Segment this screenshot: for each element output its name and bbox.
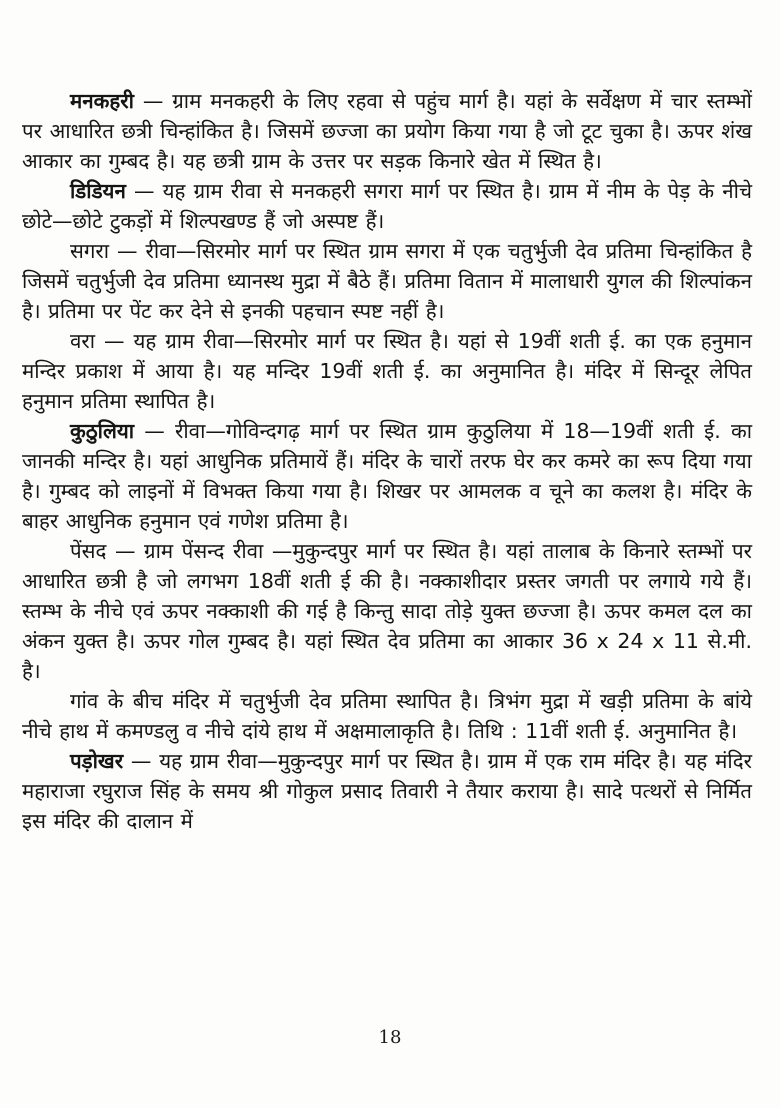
- paragraph-lead: वरा: [70, 329, 96, 353]
- paragraph: [22, 86, 752, 176]
- paragraph: [22, 176, 752, 236]
- paragraph-body: — यह ग्राम रीवा—सिरमोर मार्ग पर स्थित है। यहां से 19वीं शती ई. का एक हनुमान मन्दिर प्रकाश में आया है। यह मन्दिर 19वीं शती ई. का अनुमानित है। मंदिर में सिन्दूर लेपित हनुमान प्रतिमा स्थापित है।: [22, 329, 752, 413]
- paragraph-lead: मनकहरी: [70, 89, 134, 113]
- paragraph: [22, 686, 752, 746]
- paragraph-body: गांव के बीच मंदिर में चतुर्भुजी देव प्रतिमा स्थापित है। त्रिभंग मुद्रा में खड़ी प्रतिमा के बांये नीचे हाथ में कमण्डलु व नीचे दांये हाथ में अक्षमालाकृति है। तिथि : 11वीं शती ई. अनुमानित है।: [22, 689, 752, 743]
- paragraph: [22, 746, 752, 836]
- paragraph-lead: सगरा: [70, 239, 110, 263]
- paragraph: [22, 536, 752, 686]
- paragraph-lead: पेंसद: [70, 539, 107, 563]
- paragraph-lead: कुठुलिया: [70, 419, 135, 443]
- paragraph-lead: डिडियन: [70, 179, 126, 203]
- text-block: [22, 86, 752, 836]
- paragraph-body: — ग्राम पेंसन्द रीवा —मुकुन्दपुर मार्ग पर स्थित है। यहां तालाब के किनारे स्तम्भों पर आधारित छत्री है जो लगभग 18वीं शती ई की है। नक्काशीदार प्रस्तर जगती पर लगाये गये हैं। स्तम्भ के नीचे एवं ऊपर नक्काशी की गई है किन्तु सादा तोड़े युक्त छज्जा है। ऊपर कमल दल का अंकन युक्त है। ऊपर गोल गुम्बद है। यहां स्थित देव प्रतिमा का आकार 36 x 24 x 11 से.मी. है।: [22, 539, 752, 683]
- paragraph-body: — यह ग्राम रीवा—मुकुन्दपुर मार्ग पर स्थित है। ग्राम में एक राम मंदिर है। यह मंदिर महाराजा रघुराज सिंह के समय श्री गोकुल प्रसाद तिवारी ने तैयार कराया है। सादे पत्थरों से निर्मित इस मंदिर की दालान में: [22, 749, 752, 833]
- paragraph-body: — रीवा—सिरमोर मार्ग पर स्थित ग्राम सगरा में एक चतुर्भुजी देव प्रतिमा चिन्हांकित है जिसमें चतुर्भुजी देव प्रतिमा ध्यानस्थ मुद्रा में बैठे हैं। प्रतिमा वितान में मालाधारी युगल की शिल्पांकन है। प्रतिमा पर पेंट कर देने से इनकी पहचान स्पष्ट नहीं है।: [22, 239, 752, 323]
- page-number: 18: [378, 1027, 402, 1048]
- paragraph: [22, 326, 752, 416]
- paragraph-body: — यह ग्राम रीवा से मनकहरी सगरा मार्ग पर स्थित है। ग्राम में नीम के पेड़ के नीचे छोटे—छोटे टुकड़ों में शिल्पखण्ड हैं जो अस्पष्ट हैं।: [22, 179, 752, 233]
- paragraph-body: — ग्राम मनकहरी के लिए रहवा से पहुंच मार्ग है। यहां के सर्वेक्षण में चार स्तम्भों पर आधारित छत्री चिन्हांकित है। जिसमें छज्जा का प्रयोग किया गया है जो टूट चुका है। ऊपर शंख आकार का गुम्बद है। यह छत्री ग्राम के उत्तर पर सड़क किनारे खेत में स्थित है।: [22, 89, 752, 173]
- paragraph: [22, 236, 752, 326]
- paragraph-lead: पड़ोखर: [70, 749, 124, 773]
- paragraph-body: — रीवा—गोविन्दगढ़ मार्ग पर स्थित ग्राम कुठुलिया में 18—19वीं शती ई. का जानकी मन्दिर है। यहां आधुनिक प्रतिमायें हैं। मंदिर के चारों तरफ घेर कर कमरे का रूप दिया गया है। गुम्बद को लाइनों में विभक्त किया गया है। शिखर पर आमलक व चूने का कलश है। मंदिर के बाहर आधुनिक हनुमान एवं गणेश प्रतिमा है।: [22, 419, 752, 533]
- paragraph: [22, 416, 752, 536]
